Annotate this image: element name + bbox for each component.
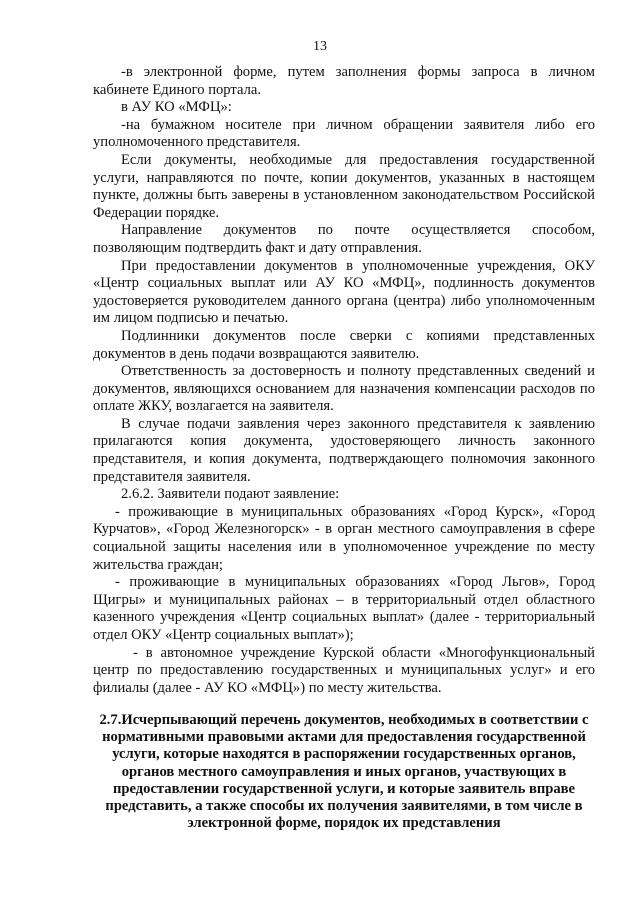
paragraph: -на бумажном носителе при личном обращении заявителя либо его уполномоченного представителя.	[93, 116, 595, 151]
paragraph: В случае подачи заявления через законного представителя к заявлению прилагаются копия документа, удостоверяющего личность законного представителя, и копия документа, подтверждающего полномочия законного представителя заявителя.	[93, 415, 595, 485]
paragraph: в АУ КО «МФЦ»:	[121, 99, 232, 116]
paragraph: -в электронной форме, путем заполнения формы запроса в личном кабинете Единого портала.	[93, 64, 595, 98]
body-text	[93, 64, 595, 697]
paragraph: - проживающие в муниципальных образованиях «Город Льгов», Город Щигры» и муниципальных районах – в территориальный отдел областного казенного учреждения «Центр социальных выплат» (далее - территориальный отдел ОКУ «Центр социальных выплат»);	[93, 574, 595, 643]
page-number: 13	[313, 39, 327, 54]
paragraph: Если документы, необходимые для предоставления государственной услуги, направляются по почте, копии документов, указанных в настоящем пункте, должны быть заверены в установленном законодательством Российской Федерации порядке.	[93, 151, 595, 221]
paragraph: При предоставлении документов в уполномоченные учреждения, ОКУ «Центр социальных выплат или АУ КО «МФЦ», подлинность документов удостоверяется руководителем данного органа (центра) либо уполномоченным им лицом подписью и печатью.	[93, 257, 595, 327]
paragraph: Направление документов по почте осуществляется способом, позволяющим подтвердить факт и дату отправления.	[93, 222, 595, 256]
paragraph: - проживающие в муниципальных образованиях «Город Курск», «Город Курчатов», «Город Железногорск» - в орган местного самоуправления в сфере социальной защиты населения или в уполномоченное учреждение по месту жительства граждан;	[93, 503, 595, 573]
paragraph: Ответственность за достоверность и полноту представленных сведений и документов, являющихся основанием для назначения компенсации расходов по оплате ЖКУ, возлагается на заявителя.	[93, 363, 595, 415]
paragraph: 2.6.2. Заявители подают заявление:	[121, 486, 340, 503]
paragraph: - в автономное учреждение Курской области «Многофункциональный центр по предоставлению государственных и муниципальных услуг» и его филиалы (далее - АУ КО «МФЦ») по месту жительства.	[93, 644, 595, 696]
paragraph: Подлинники документов после сверки с копиями представленных документов в день подачи возвращаются заявителю.	[93, 327, 595, 362]
section-heading: 2.7.Исчерпывающий перечень документов, необходимых в соответствии с нормативными правовыми актами для предоставления государственной услуги, которые находятся в распоряжении государственных органов, органов местного самоуправления и иных органов, участвующих в предоставлении государственной услуги, и которые заявитель вправе представить, а также способы их получения заявителями, в том числе в электронной форме, порядок их представления	[99, 712, 589, 832]
